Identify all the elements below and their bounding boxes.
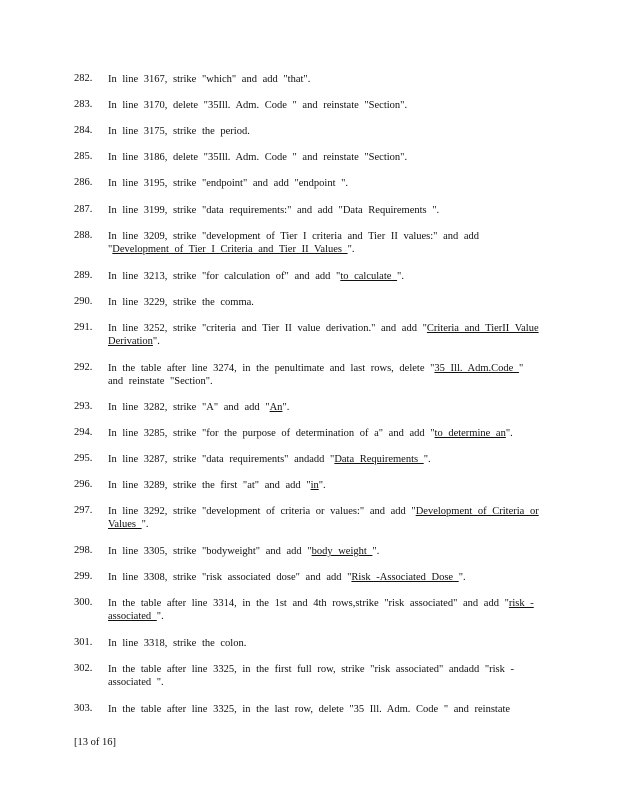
- item-number: 290.: [74, 296, 93, 307]
- text-segment: In line 3285, strike "for the purpose of determination of a" and add ": [108, 428, 435, 439]
- item-text: [108, 73, 544, 86]
- text-segment: In the table after line 3274, in the penultimate and last rows, delete ": [108, 363, 435, 374]
- text-segment: In line 3229, strike the comma.: [108, 297, 254, 308]
- text-segment: In the table after line 3325, in the first full row, strike "risk associated" andadd "risk - associated ".: [108, 664, 514, 688]
- item-number: 296.: [74, 479, 93, 490]
- text-segment: In line 3292, strike "development of criteria or values:" and add ": [108, 506, 416, 517]
- item-text: [108, 230, 544, 256]
- item-number: 286.: [74, 177, 93, 188]
- item-text: [108, 401, 544, 414]
- inserted-text: to determine an: [434, 428, 506, 439]
- item-text: [108, 362, 544, 388]
- item-text: [108, 177, 544, 190]
- text-segment: ".: [505, 428, 513, 439]
- item-number: 298.: [74, 545, 93, 556]
- item-text: [108, 545, 544, 558]
- page-number: [13 of 16]: [74, 737, 116, 748]
- inserted-text: Development of Criteria or Values: [108, 506, 539, 530]
- item-text: [108, 571, 544, 584]
- item-text: [108, 637, 544, 650]
- item-number: 300.: [74, 597, 93, 608]
- text-segment: In line 3213, strike "for calculation of" and add ": [108, 271, 341, 282]
- text-segment: In the table after line 3325, in the last row, delete "35 Ill. Adm. Code " and reinstate: [108, 704, 511, 715]
- item-text: [108, 427, 544, 440]
- item-text: [108, 322, 544, 348]
- text-segment: In line 3167, strike "which" and add "that".: [108, 74, 311, 85]
- inserted-text: Development of Tier I Criteria and Tier II Values: [112, 244, 348, 255]
- item-number: 285.: [74, 151, 93, 162]
- text-segment: In line 3175, strike the period.: [108, 126, 250, 137]
- text-segment: In line 3199, strike "data requirements:" and add "Data Requirements ".: [108, 205, 440, 216]
- inserted-text: Risk -Associated Dose: [351, 572, 459, 583]
- item-text: [108, 296, 544, 309]
- inserted-text: An: [269, 402, 283, 413]
- text-segment: In line 3305, strike "bodyweight" and add ": [108, 546, 312, 557]
- inserted-text: in: [310, 480, 319, 491]
- item-number: 284.: [74, 125, 93, 136]
- item-number: 295.: [74, 453, 93, 464]
- inserted-text: body weight: [311, 546, 373, 557]
- item-text: [108, 99, 544, 112]
- text-segment: In line 3308, strike "risk associated dose" and add ": [108, 572, 352, 583]
- text-segment: ".: [318, 480, 326, 491]
- item-text: [108, 663, 544, 689]
- text-segment: In line 3170, delete "35Ill. Adm. Code " and reinstate "Section".: [108, 100, 408, 111]
- item-text: [108, 479, 544, 492]
- text-segment: ".: [156, 611, 164, 622]
- item-number: 302.: [74, 663, 93, 674]
- item-text: [108, 204, 544, 217]
- text-segment: In line 3195, strike "endpoint" and add "endpoint ".: [108, 178, 349, 189]
- item-number: 289.: [74, 270, 93, 281]
- inserted-text: risk - associated: [108, 598, 534, 622]
- text-segment: In line 3209, strike "development of Tier I criteria and Tier II values:" and add ": [108, 231, 480, 255]
- text-segment: ".: [152, 336, 160, 347]
- item-text: [108, 151, 544, 164]
- text-segment: ".: [347, 244, 355, 255]
- inserted-text: Criteria and TierII Value Derivation: [108, 323, 539, 347]
- text-segment: ".: [423, 454, 431, 465]
- text-segment: In the table after line 3314, in the 1st and 4th rows,strike "risk associated" and add ": [108, 598, 509, 609]
- item-number: 297.: [74, 505, 93, 516]
- text-segment: In line 3252, strike "criteria and Tier II value derivation." and add ": [108, 323, 427, 334]
- item-number: 287.: [74, 204, 93, 215]
- text-segment: " and reinstate "Section".: [108, 363, 524, 387]
- text-segment: In line 3287, strike "data requirements" andadd ": [108, 454, 335, 465]
- text-segment: ".: [458, 572, 466, 583]
- item-number: 294.: [74, 427, 93, 438]
- item-text: [108, 453, 544, 466]
- text-segment: ".: [372, 546, 380, 557]
- text-segment: ".: [141, 519, 149, 530]
- inserted-text: Data Requirements: [334, 454, 424, 465]
- item-text: [108, 505, 544, 531]
- text-segment: In line 3186, delete "35Ill. Adm. Code " and reinstate "Section".: [108, 152, 408, 163]
- item-text: [108, 597, 544, 623]
- text-segment: ".: [282, 402, 290, 413]
- inserted-text: to calculate: [340, 271, 398, 282]
- item-number: 291.: [74, 322, 93, 333]
- item-number: 301.: [74, 637, 93, 648]
- item-number: 283.: [74, 99, 93, 110]
- item-number: 292.: [74, 362, 93, 373]
- text-segment: In line 3289, strike the first "at" and add ": [108, 480, 311, 491]
- item-text: [108, 270, 544, 283]
- item-number: 303.: [74, 703, 93, 714]
- item-number: 299.: [74, 571, 93, 582]
- item-number: 288.: [74, 230, 93, 241]
- text-segment: In line 3318, strike the colon.: [108, 638, 247, 649]
- item-text: [108, 703, 544, 716]
- inserted-text: 35 Ill. Adm.Code: [434, 363, 519, 374]
- item-number: 293.: [74, 401, 93, 412]
- item-text: [108, 125, 544, 138]
- item-number: 282.: [74, 73, 93, 84]
- text-segment: ".: [397, 271, 404, 282]
- text-segment: In line 3282, strike "A" and add ": [108, 402, 270, 413]
